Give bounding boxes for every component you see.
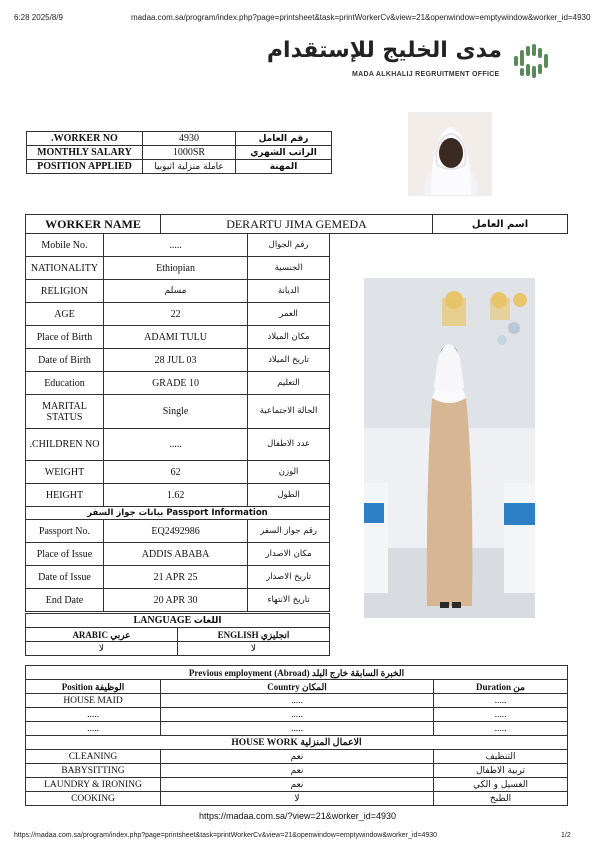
house-work-label-ar: التنظيف bbox=[434, 750, 568, 764]
print-url: madaa.com.sa/program/index.php?page=printsheet&task=printWorkerCv&view=21&openwindow=emptywindow&worker_id=4930 bbox=[131, 13, 591, 22]
salary-value: 1000SR bbox=[143, 146, 236, 160]
prev-employment-title-row bbox=[26, 666, 568, 680]
detail-label: RELIGION bbox=[26, 280, 104, 303]
english-language-label: ENGLISH انجليزي bbox=[178, 628, 330, 642]
prev-employment-title: Previous employment (Abroad) الخبرة السابقة خارج البلد bbox=[26, 666, 568, 680]
detail-label: AGE bbox=[26, 303, 104, 326]
house-work-label: COOKING bbox=[26, 792, 161, 806]
passport-row bbox=[26, 589, 330, 612]
passport-label: Passport No. bbox=[26, 520, 104, 543]
prev-duration: ..... bbox=[434, 722, 568, 736]
detail-label-ar: الطول bbox=[248, 484, 330, 507]
detail-value: 28 JUL 03 bbox=[103, 349, 247, 372]
table-row bbox=[26, 694, 568, 708]
house-work-label-ar: تربية الاطفال bbox=[434, 764, 568, 778]
language-title-en: LANGUAGE bbox=[133, 614, 192, 626]
worker-no-label: .WORKER NO bbox=[27, 132, 143, 146]
detail-label-ar: العمر bbox=[248, 303, 330, 326]
prev-duration: ..... bbox=[434, 694, 568, 708]
detail-label-ar: رقم الجوال bbox=[248, 234, 330, 257]
detail-label: Place of Birth bbox=[26, 326, 104, 349]
passport-value: ADDIS ABABA bbox=[103, 543, 247, 566]
detail-label-ar: الحالة الاجتماعية bbox=[248, 395, 330, 429]
prev-country: ..... bbox=[161, 722, 434, 736]
table-row bbox=[26, 778, 568, 792]
detail-label: Date of Birth bbox=[26, 349, 104, 372]
passport-label-ar: تاريخ الاصدار bbox=[248, 566, 330, 589]
logo-arabic-text: مدى الخليج للإستقدام bbox=[266, 38, 502, 63]
passport-label-ar: رقم جواز السفر bbox=[248, 520, 330, 543]
detail-label-ar: تاريخ الميلاد bbox=[248, 349, 330, 372]
house-work-title-row bbox=[26, 736, 568, 750]
print-footer-url: https://madaa.com.sa/program/index.php?page=printsheet&task=printWorkerCv&view=21&openwindow=emptywindow&worker_id=4930 bbox=[14, 832, 438, 839]
worker-details-table bbox=[25, 233, 330, 612]
detail-label: Education bbox=[26, 372, 104, 395]
position-label-ar: المهنة bbox=[236, 160, 332, 174]
house-work-label: BABYSITTING bbox=[26, 764, 161, 778]
detail-label-ar: الديانة bbox=[248, 280, 330, 303]
passport-row bbox=[26, 520, 330, 543]
detail-row bbox=[26, 429, 330, 461]
passport-title: Passport Information بيانات جواز السفر bbox=[26, 507, 330, 520]
house-work-label-ar: الطبخ bbox=[434, 792, 568, 806]
prev-country: ..... bbox=[161, 708, 434, 722]
passport-section-header bbox=[26, 507, 330, 520]
table-row bbox=[26, 750, 568, 764]
detail-value: مسلم bbox=[103, 280, 247, 303]
detail-label: .CHILDREN NO bbox=[26, 429, 104, 461]
detail-row bbox=[26, 257, 330, 280]
salary-label: MONTHLY SALARY bbox=[27, 146, 143, 160]
worker-no-label-ar: رقم العامل bbox=[236, 132, 332, 146]
detail-value: ..... bbox=[103, 429, 247, 461]
passport-label: Place of Issue bbox=[26, 543, 104, 566]
employment-housework-table bbox=[25, 665, 568, 806]
prev-position: ..... bbox=[26, 722, 161, 736]
house-work-label: CLEANING bbox=[26, 750, 161, 764]
detail-row bbox=[26, 280, 330, 303]
detail-value: Ethiopian bbox=[103, 257, 247, 280]
detail-value: GRADE 10 bbox=[103, 372, 247, 395]
company-logo bbox=[266, 38, 567, 88]
detail-value: Single bbox=[103, 395, 247, 429]
detail-label-ar: الجنسية bbox=[248, 257, 330, 280]
table-row bbox=[26, 722, 568, 736]
passport-label-ar: مكان الاصدار bbox=[248, 543, 330, 566]
summary-row bbox=[27, 146, 332, 160]
prev-position: ..... bbox=[26, 708, 161, 722]
prev-country: ..... bbox=[161, 694, 434, 708]
house-work-label-ar: الغسيل و الكي bbox=[434, 778, 568, 792]
print-datetime: 6:28 2025/8/9 bbox=[14, 13, 63, 22]
worker-name-label-ar: اسم العامل bbox=[433, 215, 568, 234]
position-label: POSITION APPLIED bbox=[27, 160, 143, 174]
detail-label-ar: مكان الميلاد bbox=[248, 326, 330, 349]
detail-label: MARITAL STATUS bbox=[26, 395, 104, 429]
detail-value: ADAMI TULU bbox=[103, 326, 247, 349]
logo-mark-icon bbox=[508, 38, 554, 84]
detail-row bbox=[26, 372, 330, 395]
country-header: Country المكان bbox=[161, 680, 434, 694]
detail-value: 1.62 bbox=[103, 484, 247, 507]
house-work-value: نعم bbox=[161, 778, 434, 792]
duration-header: Duration من bbox=[434, 680, 568, 694]
language-table bbox=[25, 613, 330, 656]
language-title bbox=[26, 614, 330, 628]
worker-name-row bbox=[26, 215, 568, 234]
detail-row bbox=[26, 349, 330, 372]
arabic-language-value: لا bbox=[26, 642, 178, 656]
detail-label: Mobile No. bbox=[26, 234, 104, 257]
passport-label-ar: تاريخ الانتهاء bbox=[248, 589, 330, 612]
logo-english-text: MADA ALKHALIJ REGRUITMENT OFFICE bbox=[352, 71, 500, 78]
detail-value: 62 bbox=[103, 461, 247, 484]
worker-name-value: DERARTU JIMA GEMEDA bbox=[161, 215, 433, 234]
house-work-label: LAUNDRY & IRONING bbox=[26, 778, 161, 792]
passport-label: Date of Issue bbox=[26, 566, 104, 589]
language-title-row bbox=[26, 614, 330, 628]
position-header: Position الوظيفة bbox=[26, 680, 161, 694]
passport-value: 20 APR 30 bbox=[103, 589, 247, 612]
table-row bbox=[26, 792, 568, 806]
prev-duration: ..... bbox=[434, 708, 568, 722]
detail-value: ..... bbox=[103, 234, 247, 257]
detail-label-ar: الوزن bbox=[248, 461, 330, 484]
summary-table bbox=[26, 131, 332, 174]
print-page-number: 1/2 bbox=[561, 832, 571, 839]
detail-row bbox=[26, 303, 330, 326]
worker-link[interactable]: https://madaa.com.sa/?view=21&worker_id=4930 bbox=[198, 811, 397, 821]
summary-row bbox=[27, 160, 332, 174]
prev-employment-header-row bbox=[26, 680, 568, 694]
table-row bbox=[26, 708, 568, 722]
house-work-value: نعم bbox=[161, 750, 434, 764]
worker-portrait-photo bbox=[408, 112, 492, 196]
passport-label: End Date bbox=[26, 589, 104, 612]
position-value: عاملة منزلية اثيوبيا bbox=[143, 160, 236, 174]
detail-label-ar: عدد الاطفال bbox=[248, 429, 330, 461]
worker-name-table bbox=[25, 214, 568, 234]
house-work-title: HOUSE WORK الاعمال المنزلية bbox=[26, 736, 568, 750]
passport-row bbox=[26, 543, 330, 566]
language-header-row bbox=[26, 628, 330, 642]
salary-label-ar: الراتب الشهري bbox=[236, 146, 332, 160]
language-title-ar: اللغات bbox=[193, 615, 222, 626]
prev-position: HOUSE MAID bbox=[26, 694, 161, 708]
passport-row bbox=[26, 566, 330, 589]
detail-value: 22 bbox=[103, 303, 247, 326]
language-value-row bbox=[26, 642, 330, 656]
summary-row bbox=[27, 132, 332, 146]
worker-no-value: 4930 bbox=[143, 132, 236, 146]
detail-row bbox=[26, 395, 330, 429]
arabic-language-label: ARABIC عربي bbox=[26, 628, 178, 642]
worker-full-photo bbox=[364, 278, 535, 618]
table-row bbox=[26, 764, 568, 778]
detail-row bbox=[26, 234, 330, 257]
english-language-value: لا bbox=[178, 642, 330, 656]
detail-row bbox=[26, 461, 330, 484]
detail-label-ar: التعليم bbox=[248, 372, 330, 395]
detail-label: WEIGHT bbox=[26, 461, 104, 484]
house-work-value: نعم bbox=[161, 764, 434, 778]
detail-row bbox=[26, 484, 330, 507]
passport-value: EQ2492986 bbox=[103, 520, 247, 543]
house-work-value: لا bbox=[161, 792, 434, 806]
detail-label: HEIGHT bbox=[26, 484, 104, 507]
detail-label: NATIONALITY bbox=[26, 257, 104, 280]
detail-row bbox=[26, 326, 330, 349]
worker-name-label: WORKER NAME bbox=[26, 215, 161, 234]
passport-value: 21 APR 25 bbox=[103, 566, 247, 589]
